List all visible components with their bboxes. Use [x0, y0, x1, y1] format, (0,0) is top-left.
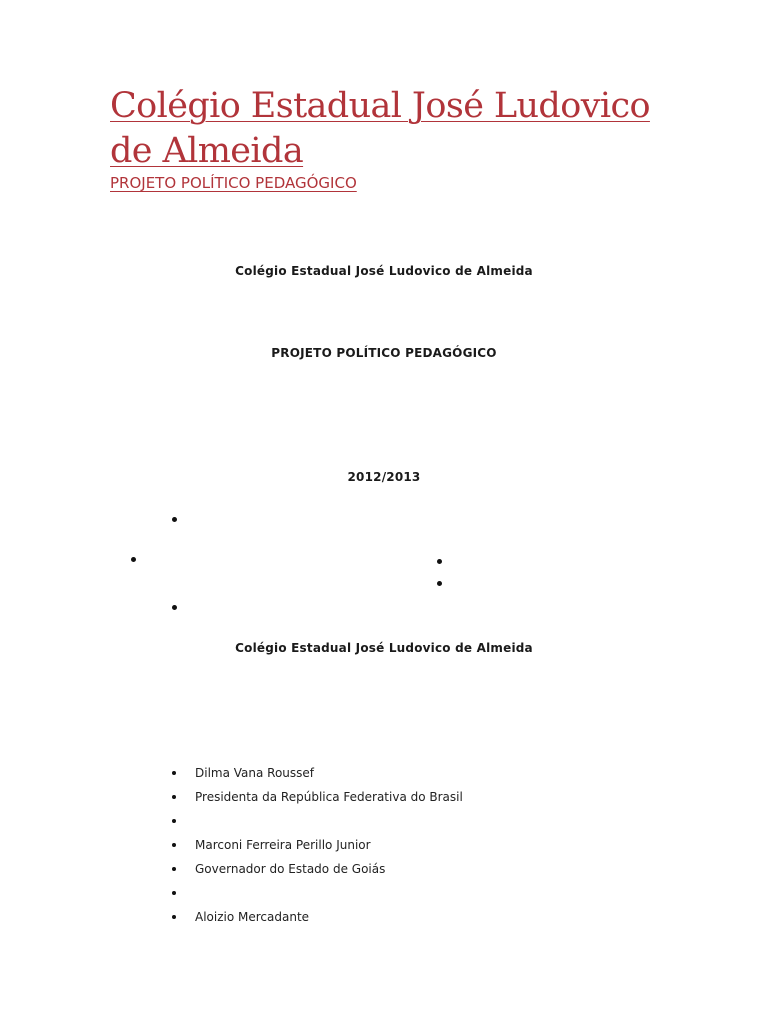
- empty-bullet: [172, 605, 177, 610]
- list-item: [170, 810, 463, 834]
- document-title: Colégio Estadual José Ludovico de Almeida: [110, 86, 650, 171]
- list-item: [170, 834, 463, 858]
- list-item-text: Presidenta da República Federativa do Brasil: [195, 790, 463, 804]
- school-name-repeat: Colégio Estadual José Ludovico de Almeida: [235, 641, 533, 655]
- bullet-icon: [172, 819, 176, 823]
- empty-bullet: [437, 581, 442, 586]
- list-item: [170, 882, 463, 906]
- bullet-icon: [172, 867, 176, 871]
- empty-bullet: [131, 557, 136, 562]
- list-item-text: Aloizio Mercadante: [195, 910, 310, 924]
- subtitle-link[interactable]: PROJETO POLÍTICO PEDAGÓGICO: [110, 174, 357, 192]
- list-item: [170, 906, 463, 930]
- empty-bullet: [437, 559, 442, 564]
- list-item-text: Dilma Vana Roussef: [195, 766, 315, 780]
- bullet-icon: [172, 795, 176, 799]
- bullet-icon: [172, 915, 176, 919]
- school-year: 2012/2013: [347, 470, 421, 484]
- list-item-text: Governador do Estado de Goiás: [195, 862, 386, 876]
- bullet-icon: [172, 843, 176, 847]
- project-title-heading: PROJETO POLÍTICO PEDAGÓGICO: [271, 346, 497, 360]
- empty-bullet: [172, 517, 177, 522]
- list-item-text: Marconi Ferreira Perillo Junior: [195, 838, 371, 852]
- list-item: [170, 762, 463, 786]
- list-item: [170, 858, 463, 882]
- authorities-list: [170, 762, 463, 930]
- bullet-icon: [172, 891, 176, 895]
- list-item: [170, 786, 463, 810]
- bullet-icon: [172, 771, 176, 775]
- school-name-heading: Colégio Estadual José Ludovico de Almeida: [235, 264, 533, 278]
